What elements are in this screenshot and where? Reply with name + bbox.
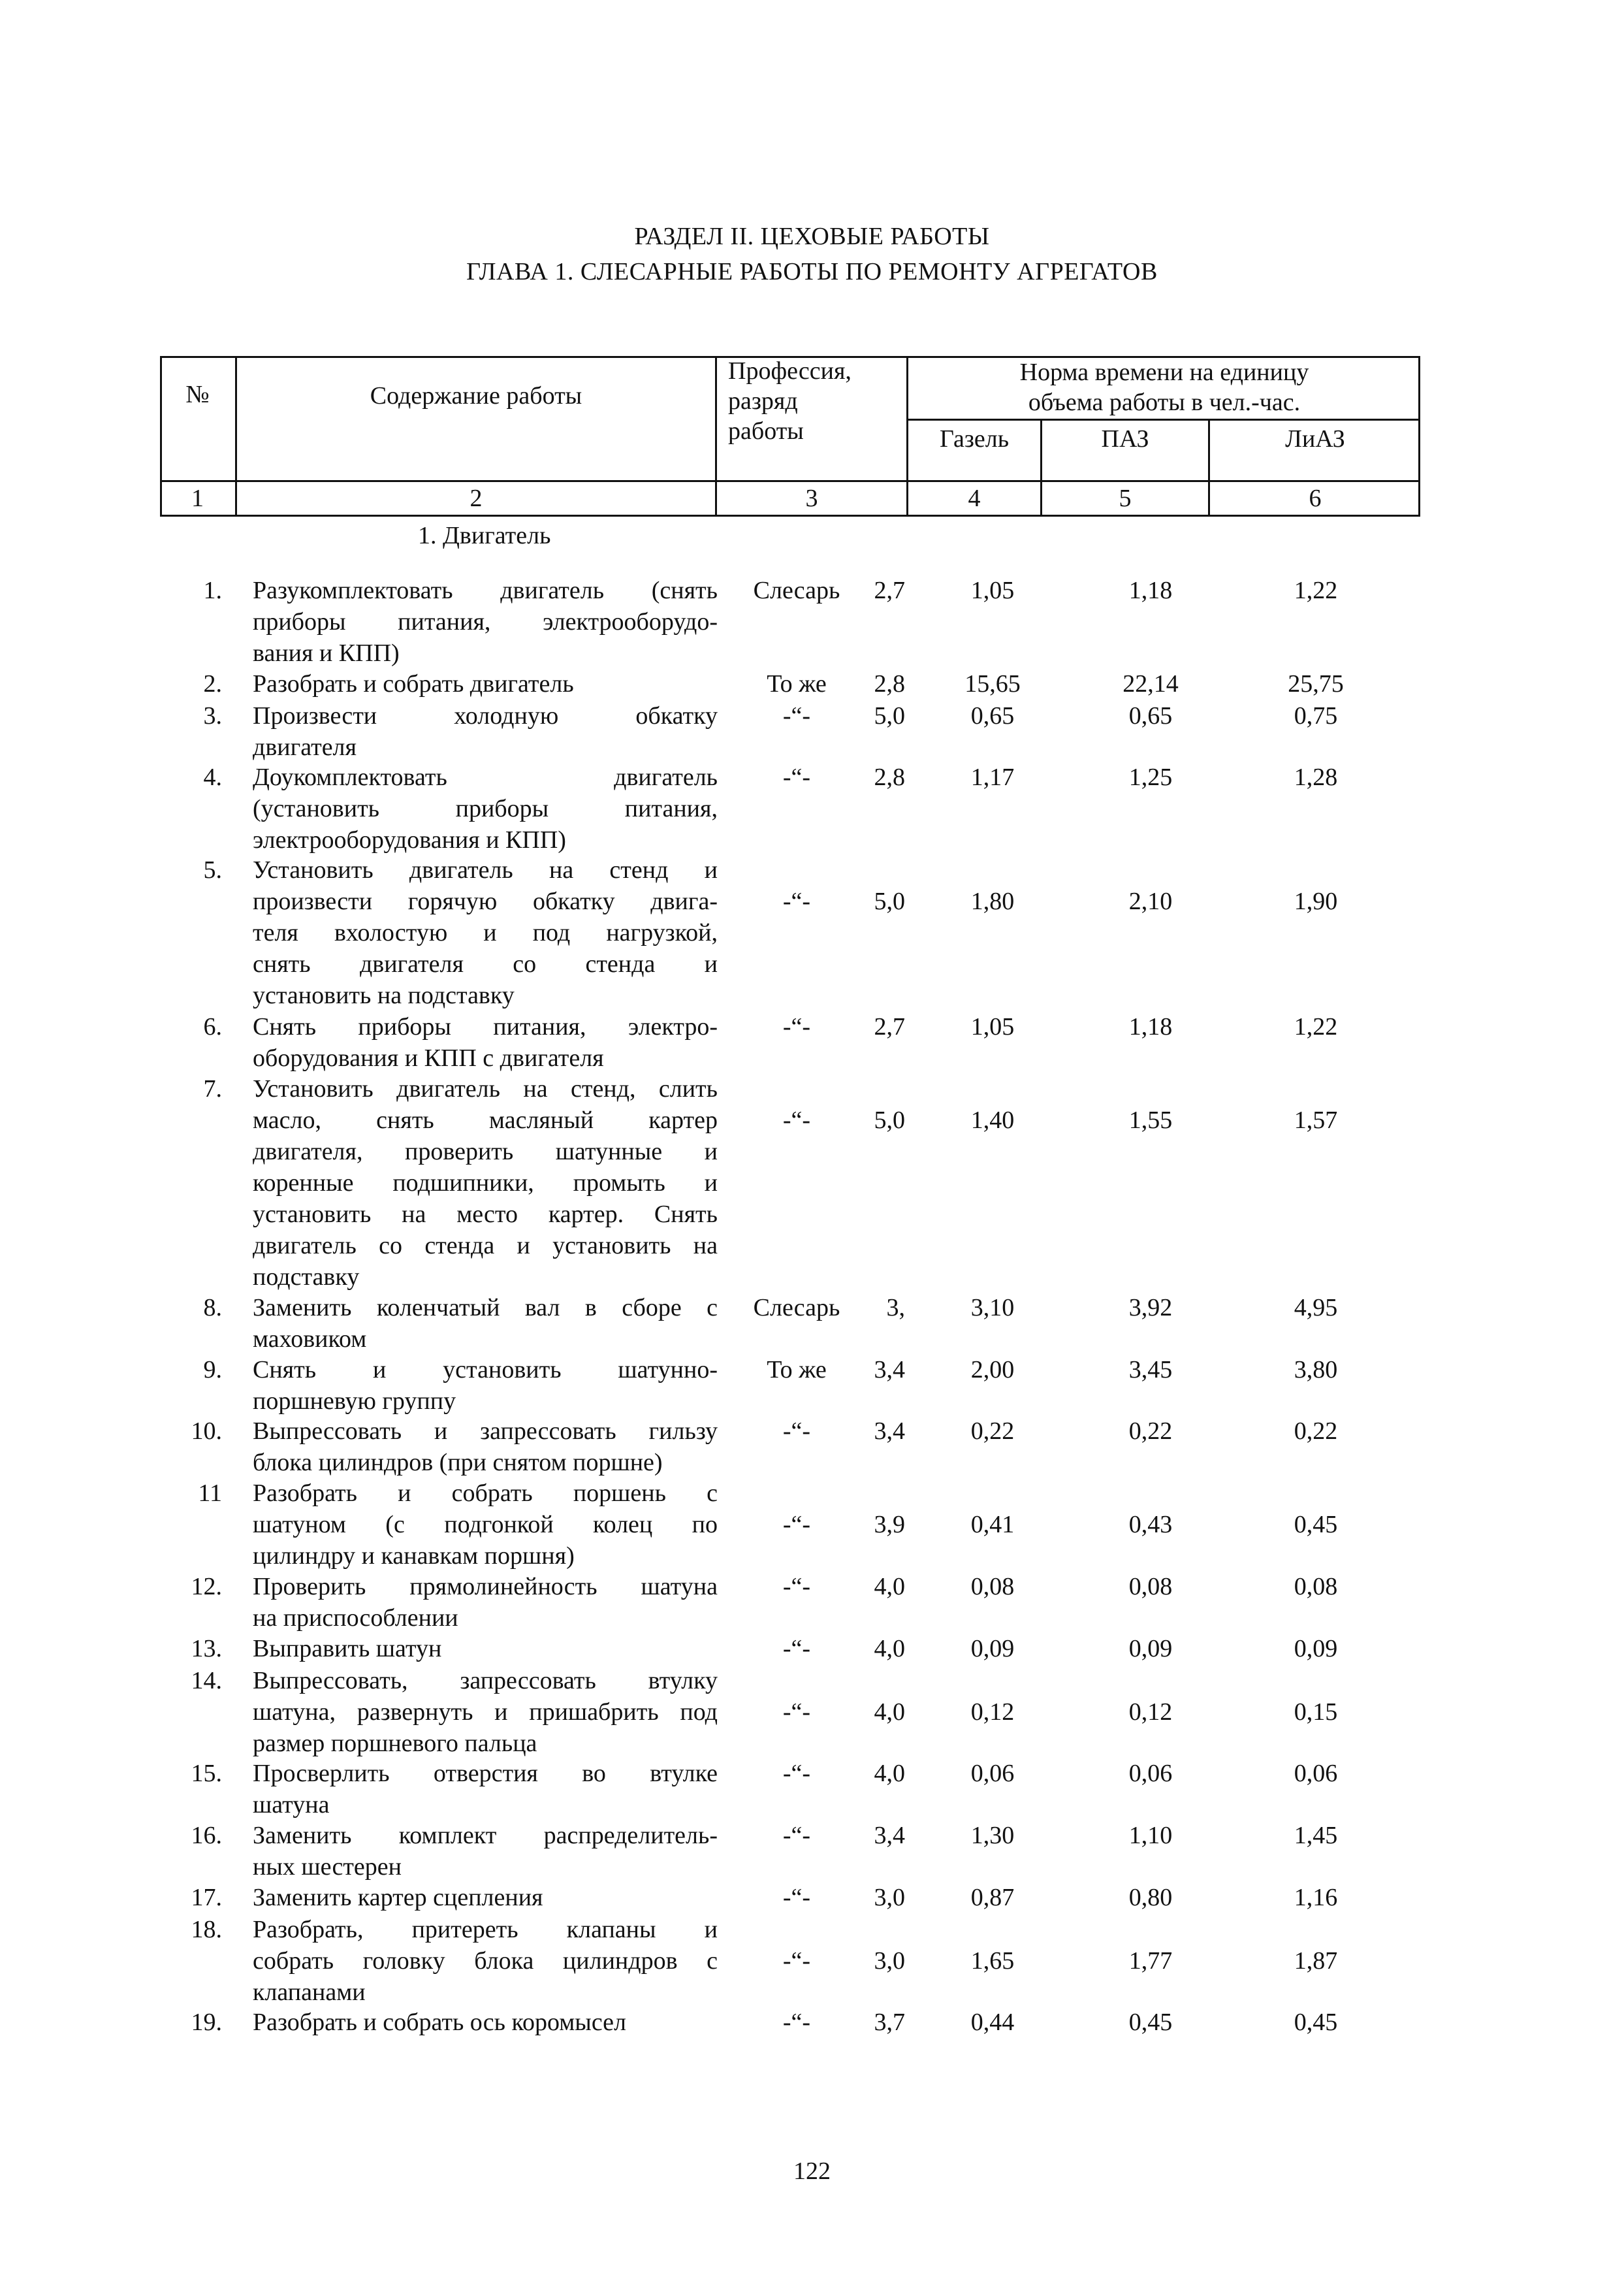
norm-liaz: 1,57 — [1294, 1107, 1338, 1134]
norm-paz: 0,43 — [1128, 1511, 1173, 1538]
norm-gazel: 0,09 — [970, 1635, 1015, 1662]
header-gazel: Газель — [939, 425, 1010, 453]
norm-paz: 1,25 — [1128, 764, 1173, 791]
work-line: блока цилиндров (при снятом поршне) — [253, 1449, 663, 1476]
profession: -“- — [782, 1013, 811, 1041]
work-line: двигателя — [253, 734, 357, 761]
work-line: маховиком — [253, 1325, 367, 1353]
norm-paz: 3,92 — [1128, 1294, 1173, 1321]
norm-liaz: 1,45 — [1294, 1822, 1338, 1849]
work-line: Заменить коленчатый вал в сборе с — [253, 1294, 718, 1321]
work-line: снять двигателя со стенда и — [253, 950, 718, 978]
work-line: на приспособлении — [253, 1604, 458, 1632]
row-number: 19. — [191, 2009, 222, 2036]
page-headings — [0, 219, 1624, 289]
row-number: 10. — [191, 1417, 222, 1445]
work-line: Проверить прямолинейность шатуна — [253, 1573, 718, 1600]
work-line: Снять приборы питания, электро- — [253, 1013, 718, 1041]
work-line: Разобрать и собрать ось коромысел — [253, 2009, 626, 2036]
row-number: 3. — [203, 702, 222, 730]
header-num: № — [185, 381, 210, 408]
work-line: Заменить комплект распределитель- — [253, 1822, 718, 1849]
work-description — [253, 668, 718, 700]
grade: 2,7 — [874, 577, 905, 604]
work-line: установить на место картер. Снять — [253, 1201, 718, 1228]
grade: 3,7 — [874, 2009, 905, 2036]
row-number: 17. — [191, 1884, 222, 1911]
norm-liaz: 0,09 — [1294, 1635, 1338, 1662]
work-line: теля вхолостую и под нагрузкой, — [253, 919, 718, 946]
table-header — [160, 356, 1420, 517]
grade: 3,9 — [874, 1511, 905, 1538]
row-number: 12. — [191, 1573, 222, 1600]
header-profession: Профессия, разряд работы — [728, 357, 852, 445]
norm-gazel: 1,80 — [970, 888, 1015, 915]
work-line: Разобрать и собрать поршень с — [253, 1479, 718, 1507]
norm-paz: 1,10 — [1128, 1822, 1173, 1849]
work-line: Снять и установить шатунно- — [253, 1356, 718, 1383]
row-number: 7. — [203, 1075, 222, 1103]
grade: 4,0 — [874, 1760, 905, 1787]
work-line: Просверлить отверстия во втулке — [253, 1760, 718, 1787]
grade: 4,0 — [874, 1573, 905, 1600]
norm-paz: 3,45 — [1128, 1356, 1173, 1383]
norm-gazel: 0,41 — [970, 1511, 1015, 1538]
profession: -“- — [782, 1635, 811, 1662]
work-line: Установить двигатель на стенд, слить — [253, 1075, 718, 1103]
grade: 4,0 — [874, 1698, 905, 1726]
profession: Слесарь — [753, 577, 840, 604]
row-number: 11 — [198, 1479, 222, 1507]
work-line: установить на подставку — [253, 982, 515, 1009]
norm-paz: 0,12 — [1128, 1698, 1173, 1726]
profession: -“- — [782, 888, 811, 915]
work-description — [253, 2007, 718, 2038]
work-line: Выправить шатун — [253, 1635, 442, 1662]
work-line: Произвести холодную обкатку — [253, 702, 718, 730]
norm-gazel: 0,87 — [970, 1884, 1015, 1911]
norm-gazel: 1,30 — [970, 1822, 1015, 1849]
norm-liaz: 25,75 — [1288, 670, 1344, 698]
norm-gazel: 1,17 — [970, 764, 1015, 791]
norm-gazel: 15,65 — [964, 670, 1021, 698]
index-cell: 6 — [1309, 485, 1322, 512]
norm-liaz: 0,08 — [1294, 1573, 1338, 1600]
index-cell: 3 — [805, 485, 818, 512]
norm-liaz: 1,22 — [1294, 577, 1338, 604]
row-number: 9. — [203, 1356, 222, 1383]
work-description — [253, 1292, 718, 1355]
norm-paz: 2,10 — [1128, 888, 1173, 915]
row-number: 1. — [203, 577, 222, 604]
norm-liaz: 0,45 — [1294, 2009, 1338, 2036]
profession: -“- — [782, 1698, 811, 1726]
grade: 3,0 — [874, 1947, 905, 1975]
work-line: масло, снять масляный картер — [253, 1107, 718, 1134]
norm-gazel: 0,65 — [970, 702, 1015, 730]
work-line: Выпрессовать, запрессовать втулку — [253, 1667, 718, 1694]
grade: 3,4 — [874, 1356, 905, 1383]
work-description — [253, 1415, 718, 1478]
norm-liaz: 0,75 — [1294, 702, 1338, 730]
work-line: приборы питания, электрооборудо- — [253, 608, 718, 636]
work-line: Установить двигатель на стенд и — [253, 856, 718, 884]
norm-paz: 0,22 — [1128, 1417, 1173, 1445]
work-line: размер поршневого пальца — [253, 1730, 537, 1757]
norm-gazel: 1,65 — [970, 1947, 1015, 1975]
profession: -“- — [782, 1573, 811, 1600]
work-line: произвести горячую обкатку двига- — [253, 888, 718, 915]
norm-liaz: 1,28 — [1294, 764, 1338, 791]
row-number: 14. — [191, 1667, 222, 1694]
profession: -“- — [782, 702, 811, 730]
divider — [906, 419, 1420, 421]
row-number: 15. — [191, 1760, 222, 1787]
norm-liaz: 1,90 — [1294, 888, 1338, 915]
work-line: шатуна — [253, 1791, 330, 1818]
work-description — [253, 1633, 718, 1664]
norm-gazel: 3,10 — [970, 1294, 1015, 1321]
row-number: 2. — [203, 670, 222, 698]
work-line: (установить приборы питания, — [253, 795, 718, 822]
norm-paz: 1,18 — [1128, 577, 1173, 604]
section-heading: РАЗДЕЛ II. ЦЕХОВЫЕ РАБОТЫ — [634, 223, 990, 250]
index-cell: 1 — [191, 485, 204, 512]
row-number: 13. — [191, 1635, 222, 1662]
work-line: двигатель со стенда и установить на — [253, 1232, 718, 1259]
norm-paz: 0,08 — [1128, 1573, 1173, 1600]
work-description — [253, 1011, 718, 1074]
work-line: вания и КПП) — [253, 639, 400, 667]
work-line: цилиндру и канавкам поршня) — [253, 1542, 575, 1570]
norm-liaz: 1,87 — [1294, 1947, 1338, 1975]
row-number: 5. — [203, 856, 222, 884]
work-line: Заменить картер сцепления — [253, 1884, 543, 1911]
index-cell: 5 — [1119, 485, 1132, 512]
work-description — [253, 762, 718, 856]
work-description — [253, 1665, 718, 1759]
row-number: 4. — [203, 764, 222, 791]
norm-gazel: 0,22 — [970, 1417, 1015, 1445]
work-description — [253, 700, 718, 763]
norm-gazel: 0,08 — [970, 1573, 1015, 1600]
norm-gazel: 2,00 — [970, 1356, 1015, 1383]
work-line: ных шестерен — [253, 1853, 402, 1881]
work-line: Разобрать и собрать двигатель — [253, 670, 574, 698]
header-content: Содержание работы — [370, 382, 582, 410]
norm-gazel: 1,05 — [970, 1013, 1015, 1041]
chapter-heading: ГЛАВА 1. СЛЕСАРНЫЕ РАБОТЫ ПО РЕМОНТУ АГРЕГАТОВ — [466, 258, 1158, 285]
section-title: 1. Двигатель — [418, 522, 551, 549]
work-line: шатуном (с подгонкой колец по — [253, 1511, 718, 1538]
work-description — [253, 1478, 718, 1572]
profession: -“- — [782, 1884, 811, 1911]
profession: -“- — [782, 2009, 811, 2036]
norm-gazel: 1,05 — [970, 577, 1015, 604]
profession: -“- — [782, 1107, 811, 1134]
norm-paz: 1,18 — [1128, 1013, 1173, 1041]
work-line: двигателя, проверить шатунные и — [253, 1138, 718, 1165]
norm-liaz: 0,45 — [1294, 1511, 1338, 1538]
work-line: собрать головку блока цилиндров с — [253, 1947, 718, 1975]
work-line: Разобрать, притереть клапаны и — [253, 1916, 718, 1943]
norm-liaz: 0,06 — [1294, 1760, 1338, 1787]
norm-paz: 0,80 — [1128, 1884, 1173, 1911]
norm-liaz: 0,15 — [1294, 1698, 1338, 1726]
profession: -“- — [782, 1417, 811, 1445]
index-cell: 2 — [470, 485, 483, 512]
profession: Слесарь — [753, 1294, 840, 1321]
row-number: 6. — [203, 1013, 222, 1041]
work-line: клапанами — [253, 1979, 366, 2006]
work-line: подставку — [253, 1263, 360, 1291]
norm-gazel: 0,44 — [970, 2009, 1015, 2036]
divider — [160, 480, 1420, 482]
profession: -“- — [782, 1511, 811, 1538]
profession: -“- — [782, 764, 811, 791]
row-number: 18. — [191, 1916, 222, 1943]
header-liaz: ЛиАЗ — [1285, 425, 1345, 453]
norm-gazel: 0,12 — [970, 1698, 1015, 1726]
norm-liaz: 4,95 — [1294, 1294, 1338, 1321]
header-paz: ПАЗ — [1101, 425, 1149, 453]
grade: 2,8 — [874, 764, 905, 791]
work-line: коренные подшипники, промыть и — [253, 1169, 718, 1197]
norm-paz: 1,77 — [1128, 1947, 1173, 1975]
grade: 4,0 — [874, 1635, 905, 1662]
work-description — [253, 1571, 718, 1634]
page-number: 122 — [793, 2157, 831, 2185]
work-line: электрооборудования и КПП) — [253, 826, 566, 854]
profession: -“- — [782, 1760, 811, 1787]
norm-gazel: 0,06 — [970, 1760, 1015, 1787]
norm-paz: 0,06 — [1128, 1760, 1173, 1787]
grade: 3,4 — [874, 1417, 905, 1445]
work-description — [253, 1073, 718, 1293]
norm-liaz: 1,22 — [1294, 1013, 1338, 1041]
work-line: оборудования и КПП с двигателя — [253, 1044, 604, 1072]
grade: 5,0 — [874, 888, 905, 915]
norm-gazel: 1,40 — [970, 1107, 1015, 1134]
norm-paz: 0,09 — [1128, 1635, 1173, 1662]
row-number: 8. — [203, 1294, 222, 1321]
work-line: Доукомплектовать двигатель — [253, 764, 718, 791]
work-description — [253, 854, 718, 1011]
work-line: Разукомплектовать двигатель (снять — [253, 577, 718, 604]
work-line: шатуна, развернуть и пришабрить под — [253, 1698, 718, 1726]
norm-liaz: 0,22 — [1294, 1417, 1338, 1445]
work-line: Выпрессовать и запрессовать гильзу — [253, 1417, 718, 1445]
profession: То же — [767, 670, 827, 698]
row-number: 16. — [191, 1822, 222, 1849]
work-description — [253, 1820, 718, 1882]
norm-paz: 0,65 — [1128, 702, 1173, 730]
work-description — [253, 1758, 718, 1820]
norm-liaz: 1,16 — [1294, 1884, 1338, 1911]
grade: 3,0 — [874, 1884, 905, 1911]
work-description — [253, 1882, 718, 1913]
work-description — [253, 1914, 718, 2008]
grade: 3, — [886, 1294, 905, 1321]
index-cell: 4 — [968, 485, 981, 512]
grade: 2,7 — [874, 1013, 905, 1041]
norm-paz: 0,45 — [1128, 2009, 1173, 2036]
header-norm: Норма времени на единицу объема работы в чел.-час. — [1019, 359, 1309, 416]
work-line: поршневую группу — [253, 1387, 456, 1415]
norm-liaz: 3,80 — [1294, 1356, 1338, 1383]
grade: 3,4 — [874, 1822, 905, 1849]
grade: 5,0 — [874, 1107, 905, 1134]
norm-paz: 22,14 — [1122, 670, 1179, 698]
norm-paz: 1,55 — [1128, 1107, 1173, 1134]
work-description — [253, 575, 718, 669]
grade: 2,8 — [874, 670, 905, 698]
profession: -“- — [782, 1947, 811, 1975]
profession: То же — [767, 1356, 827, 1383]
work-description — [253, 1354, 718, 1417]
profession: -“- — [782, 1822, 811, 1849]
grade: 5,0 — [874, 702, 905, 730]
